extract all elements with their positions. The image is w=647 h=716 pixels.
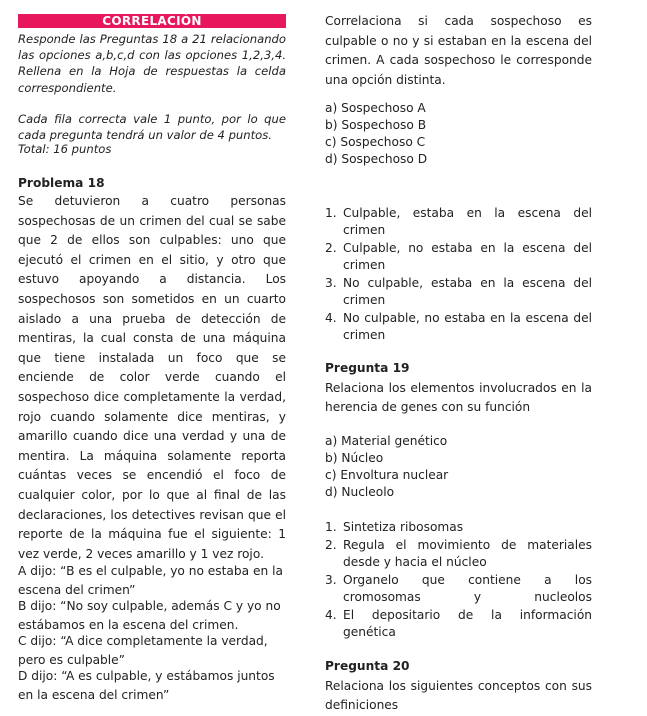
p18-answer-4 [325, 310, 592, 344]
p19-answer-2-number: 2. [325, 538, 337, 552]
p18-answer-3-text: No culpable, estaba en la escena del crimen [343, 276, 592, 307]
p18-option-c: c) Sospechoso C [325, 135, 426, 149]
statement-a: A dijo: “B es el culpable, yo no estaba en la escena del crimen” [18, 564, 283, 597]
p19-answer-3 [325, 572, 592, 606]
p18-answer-2-number: 2. [325, 241, 337, 255]
problem-18-prompt: Correlaciona si cada sospechoso es culpable o no y si estaban en la escena del crimen. A cada sospechoso le corresponde una opción distinta. [325, 14, 592, 87]
p18-answer-3 [325, 275, 592, 309]
p19-answer-4 [325, 607, 592, 641]
section-title-banner: CORRELACIÓN [18, 14, 286, 28]
p19-option-c: c) Envoltura nuclear [325, 468, 449, 482]
statement-d: D dijo: “A es culpable, y estábamos juntos en la escena del crimen” [18, 669, 275, 702]
p19-answer-3-number: 3. [325, 573, 337, 587]
statement-b: B dijo: “No soy culpable, además C y yo no estábamos en la escena del crimen. [18, 599, 281, 632]
statement-c: C dijo: “A dice completamente la verdad, pero es culpable” [18, 634, 268, 667]
problem-18-body: Se detuvieron a cuatro personas sospechosas de un crimen del cual se sabe que 2 de ellos son culpables: uno que ejecutó el crimen en el sitio, y otro que estuvo apoyando a distancia. Los sospechosos son sometidos en un cuarto aislado a una prueba de detección de mentiras, la cual consta de una máquina que tiene instalada un foco que se enciende de color verde cuando el sospechoso dice completamente la verdad, rojo cuando solamente dice mentiras, y amarillo cuando dice una verdad y una de mentira. La máquina solamente reporta cuántas veces se encendió el foco de cualquier color, por lo que al final de las declaraciones, los detectives revisan que el reporte de la máquina fue el siguiente: 1 vez verde, 2 veces amarillo y 1 vez rojo. [18, 194, 286, 561]
p19-answer-1-number: 1. [325, 520, 337, 534]
p19-option-b: b) Núcleo [325, 451, 384, 465]
question-20-prompt: Relaciona los siguientes conceptos con sus definiciones [325, 679, 592, 712]
p18-answer-1-number: 1. [325, 206, 337, 220]
p18-option-a: a) Sospechoso A [325, 101, 426, 115]
p19-answer-2-text: Regula el movimiento de materiales desde y hacia el núcleo [343, 538, 592, 569]
question-20-title: Pregunta 20 [325, 659, 410, 673]
p19-option-a: a) Material genético [325, 434, 448, 448]
p19-answer-2 [325, 537, 592, 571]
p19-answer-1 [325, 519, 592, 536]
question-19-title: Pregunta 19 [325, 361, 410, 375]
total-points-text: Total: 16 puntos [18, 142, 112, 156]
question-19-prompt: Relaciona los elementos involucrados en la herencia de genes con su función [325, 381, 592, 414]
p18-answer-2-text: Culpable, no estaba en la escena del crimen [343, 241, 592, 272]
p18-answer-4-text: No culpable, no estaba en la escena del crimen [343, 311, 592, 342]
p19-answer-3-text: Organelo que contiene a los cromosomas y nucleolos [343, 573, 592, 604]
p19-option-d: d) Nucleolo [325, 485, 395, 499]
p19-answer-4-number: 4. [325, 608, 337, 622]
p18-answer-1 [325, 205, 592, 239]
p18-answer-3-number: 3. [325, 276, 337, 290]
p19-answer-1-text: Sintetiza ribosomas [343, 520, 464, 534]
p18-option-d: d) Sospechoso D [325, 152, 428, 166]
scoring-text: Cada fila correcta vale 1 punto, por lo que cada pregunta tendrá un valor de 4 puntos. [18, 112, 286, 143]
p19-answer-4-text: El depositario de la información genética [343, 608, 592, 639]
problem-18-title: Problema 18 [18, 176, 105, 190]
instructions-text: Responde las Preguntas 18 a 21 relacionando las opciones a,b,c,d con las opciones 1,2,3,4. Rellena en la Hoja de respuestas la celda correspondiente. [18, 32, 286, 95]
p18-answer-2 [325, 240, 592, 274]
p18-option-b: b) Sospechoso B [325, 118, 427, 132]
p18-answer-1-text: Culpable, estaba en la escena del crimen [343, 206, 592, 237]
p18-answer-4-number: 4. [325, 311, 337, 325]
